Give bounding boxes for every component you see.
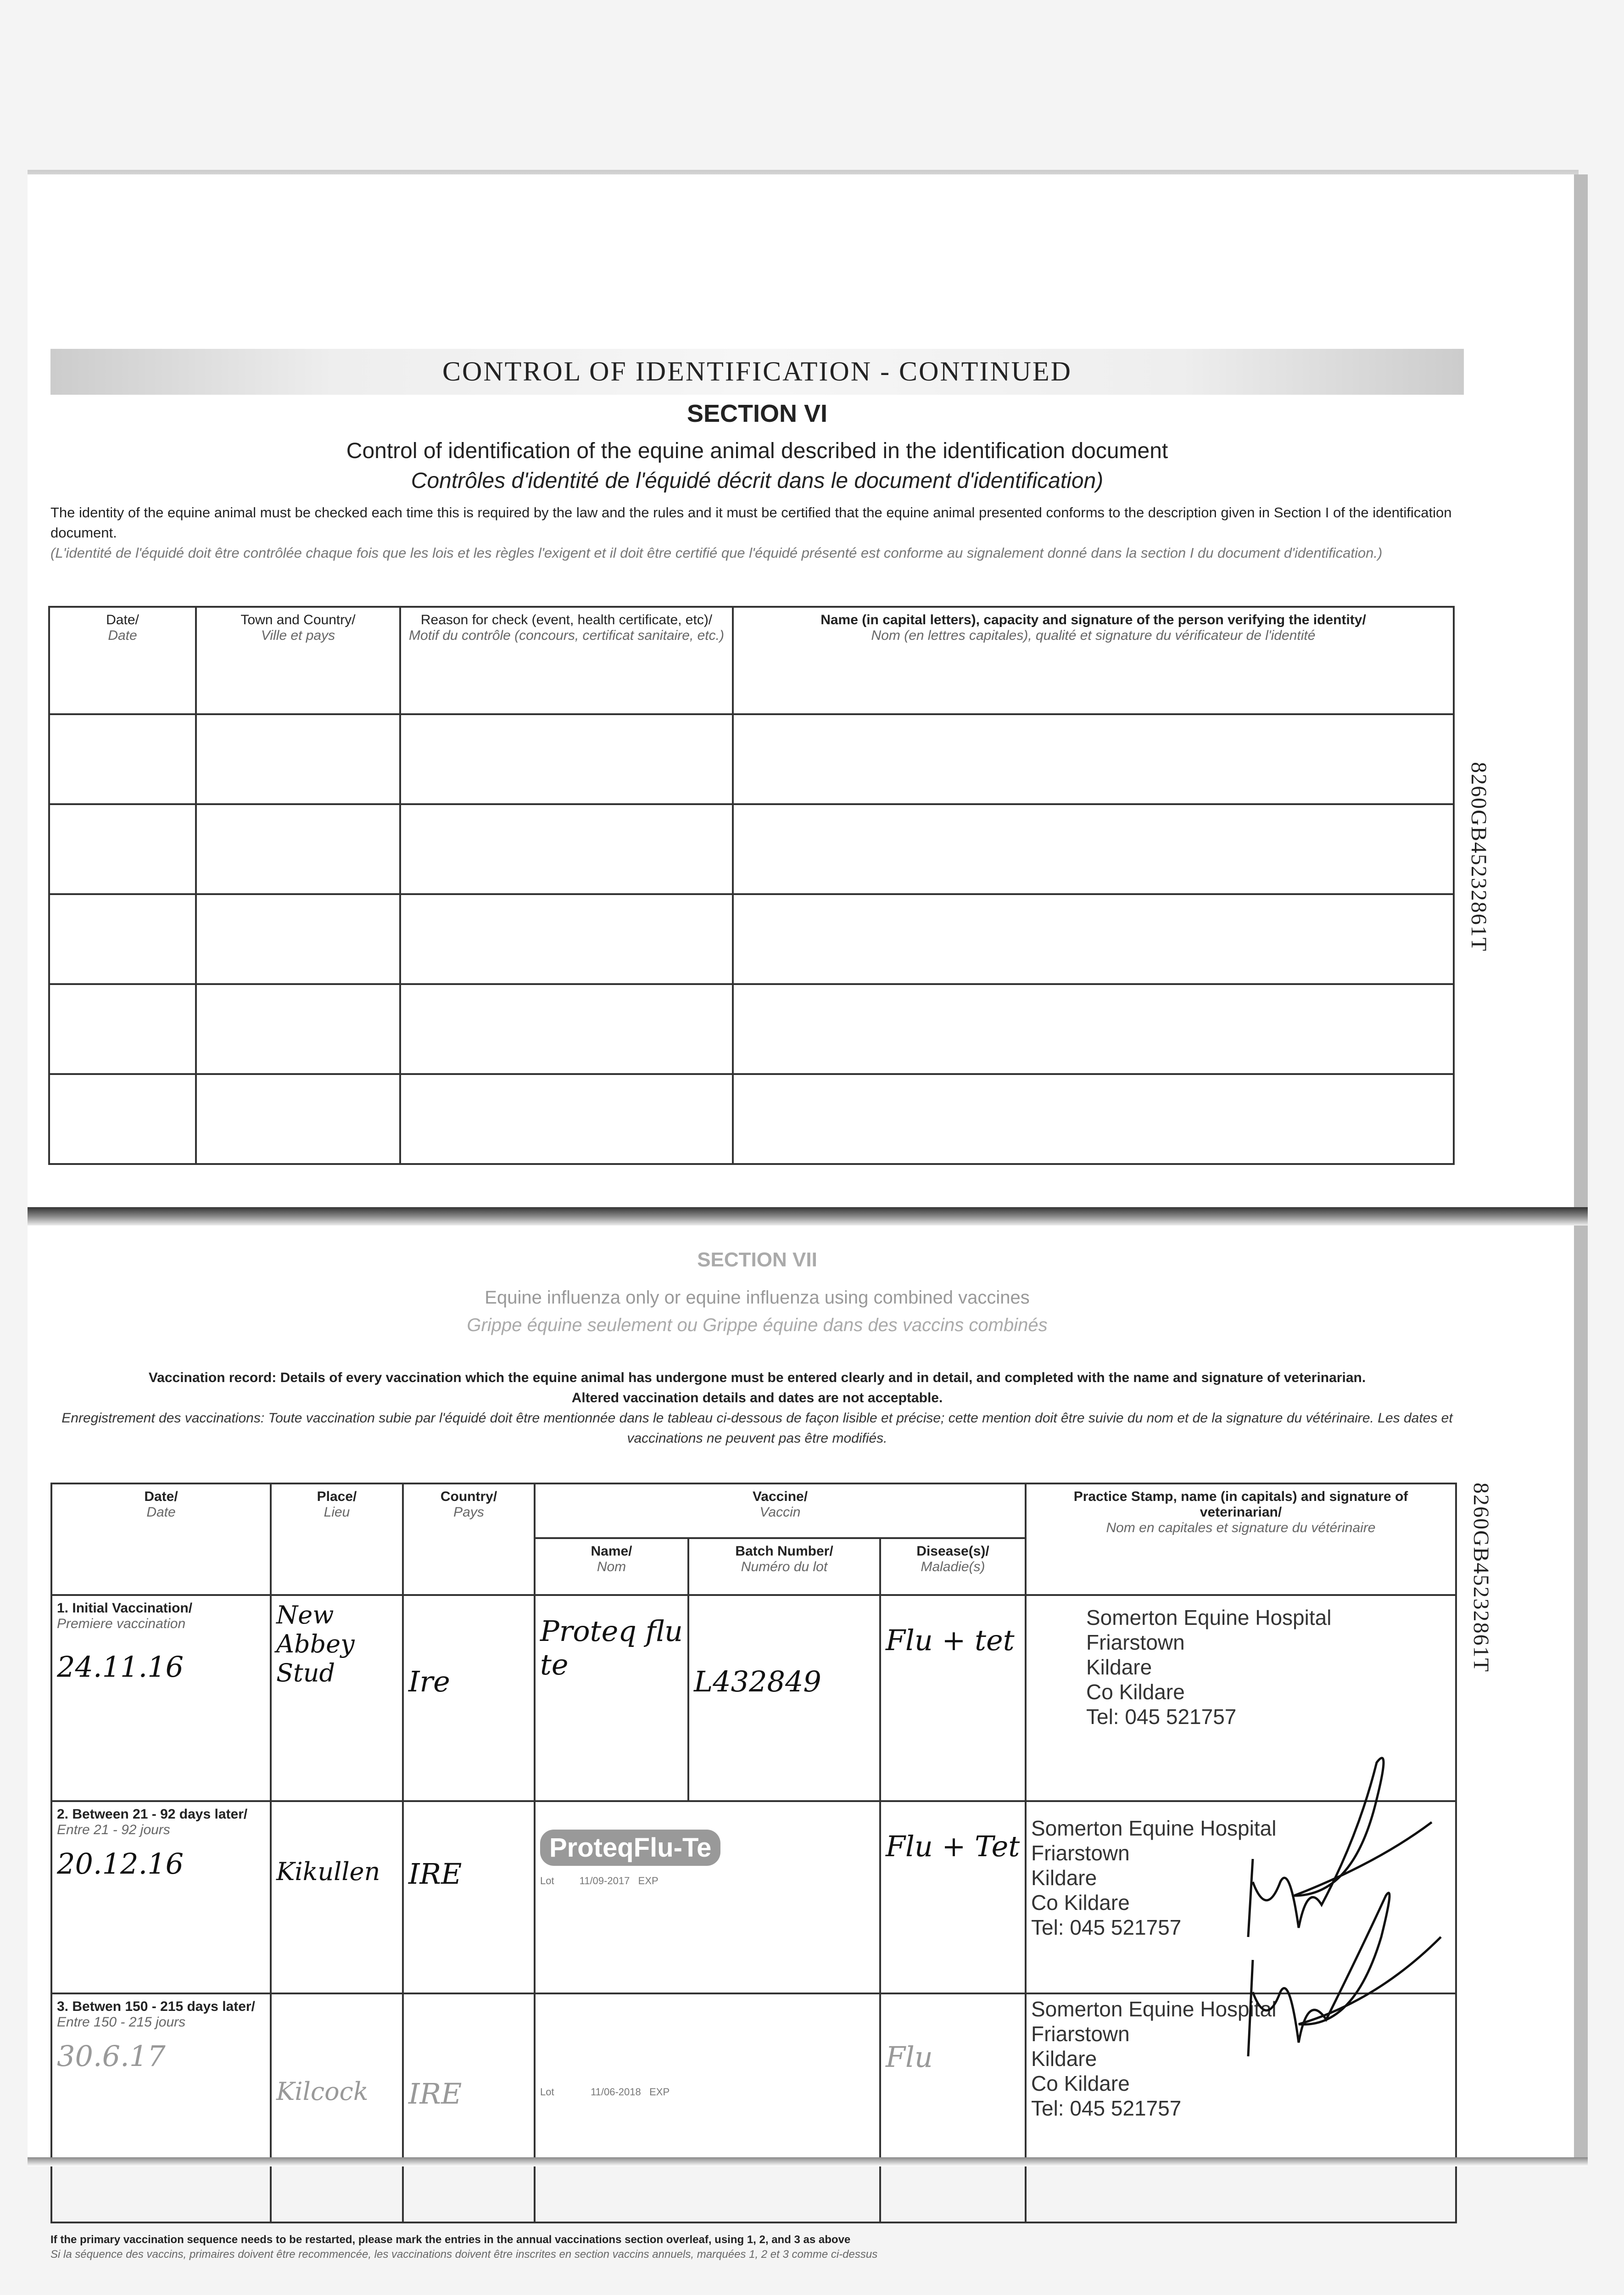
table-row	[49, 1074, 1454, 1164]
date-cell	[51, 1801, 271, 1993]
row-label-fr: Premiere vaccination	[57, 1616, 186, 1631]
veterinarian-signature	[1239, 1744, 1459, 2066]
col-vaccine	[535, 1483, 1026, 1538]
stamp-line: Co Kildare	[1086, 1680, 1185, 1704]
col-label: Vaccine/	[752, 1489, 808, 1504]
col-label-fr: Motif du contrôle (concours, certificat sanitaire, etc.)	[409, 628, 724, 643]
passport-serial-number-2: 8260GB45232861T	[1469, 1483, 1493, 1673]
row-label-fr: Entre 21 - 92 jours	[57, 1822, 170, 1837]
vaccine-sticker	[535, 1801, 880, 1993]
col-label-fr: Vaccin	[759, 1505, 801, 1520]
table-header-row	[51, 1483, 1456, 1538]
col-label: Disease(s)/	[916, 1544, 989, 1559]
col-place	[271, 1483, 403, 1595]
expiry-date: 11/06-2018	[591, 2086, 641, 2098]
section-vii-subtitle: Equine influenza only or equine influenza using combined vaccines	[485, 1287, 1030, 1308]
table-row	[49, 714, 1454, 804]
date-cell	[51, 1993, 271, 2222]
stamp-line: Co Kildare	[1031, 2071, 1130, 2095]
col-label-fr: Maladie(s)	[921, 1559, 985, 1574]
section-vii-subtitle-fr: Grippe équine seulement ou Grippe équine dans des vaccins combinés	[467, 1315, 1048, 1335]
footnote	[50, 2233, 1427, 2262]
stamp-line: Kildare	[1031, 2047, 1097, 2071]
stamp-line: Tel: 045 521757	[1031, 2096, 1182, 2120]
col-stamp	[1026, 1483, 1456, 1595]
col-batch	[688, 1538, 880, 1595]
col-label: Name (in capital letters), capacity and signature of the person verifying the identity/	[820, 612, 1366, 627]
col-reason	[400, 607, 733, 714]
section-vii-title: SECTION VII	[697, 1248, 817, 1271]
col-label-fr: Date	[146, 1505, 176, 1520]
row-label: 2. Between 21 - 92 days later/	[57, 1807, 248, 1822]
col-label: Date/	[106, 612, 139, 627]
col-label: Date/	[144, 1489, 178, 1504]
col-label-fr: Numéro du lot	[741, 1559, 828, 1574]
section-vi-subtitle: Control of identification of the equine animal described in the identification document	[346, 439, 1168, 463]
col-label-fr: Nom (en lettres capitales), qualité et signature du vérificateur de l'identité	[871, 628, 1316, 643]
identity-check-table	[48, 606, 1455, 1165]
record-note-fr: Enregistrement des vaccinations: Toute vaccination subie par l'équidé doit être mentionnée dans le tableau ci-dessous de façon lisible et précise; cette mention doit être suivie du nom et de la signature du vétérinaire. Les dates et vaccinations ne peuvent pas être modifiés.	[61, 1411, 1453, 1446]
expiry-date: 11/09-2017	[579, 1875, 630, 1886]
table-header-row	[49, 607, 1454, 714]
exp-label: EXP	[638, 1875, 659, 1886]
footnote-fr: Si la séquence des vaccins, primaires doivent être recommencée, les vaccinations doivent être inscrites en section vaccins annuels, marquées 1, 2 et 3 comme ci-dessus	[50, 2248, 878, 2261]
row-label: 1. Initial Vaccination/	[57, 1601, 193, 1616]
proteq-flu-te-sticker: ProteqFlu-Te	[540, 1830, 720, 1866]
stamp-line: Somerton Equine Hospital	[1031, 1997, 1277, 2021]
page-bottom-edge	[28, 2157, 1588, 2166]
disease-cell: Flu + Tet	[880, 1801, 1026, 1993]
batch-cell: L432849	[688, 1595, 880, 1801]
stamp-line: Somerton Equine Hospital	[1086, 1606, 1332, 1629]
stamp-line: Tel: 045 521757	[1086, 1705, 1237, 1729]
section-vi-title: SECTION VI	[686, 400, 828, 427]
table-row	[49, 894, 1454, 984]
stamp-line: Friarstown	[1031, 1841, 1130, 1865]
col-label-fr: Nom	[597, 1559, 626, 1574]
stamp-line: Co Kildare	[1031, 1891, 1130, 1914]
stamp-line: Somerton Equine Hospital	[1031, 1816, 1277, 1840]
stamp-line: Kildare	[1031, 1866, 1097, 1890]
section-vi-intro	[50, 503, 1455, 563]
record-note-en-2: Altered vaccination details and dates are not acceptable.	[571, 1390, 943, 1405]
lot-label: Lot	[540, 2086, 554, 2098]
stamp-line: Friarstown	[1031, 2022, 1130, 2046]
col-label: Practice Stamp, name (in capitals) and signature of veterinarian/	[1073, 1489, 1408, 1520]
exp-label: EXP	[649, 2086, 670, 2098]
col-label: Reason for check (event, health certificate, etc)/	[420, 612, 713, 627]
sticker-lot-line	[540, 1875, 875, 1887]
country-cell: IRE	[403, 1801, 535, 1993]
row-label: 3. Betwen 150 - 215 days later/	[57, 1999, 255, 2014]
record-note-en: Vaccination record: Details of every vaccination which the equine animal has undergone must be entered clearly and in detail, and completed with the name and signature of veterinarian.	[148, 1370, 1366, 1385]
place-cell: New Abbey Stud	[271, 1595, 403, 1801]
disease-cell: Flu + tet	[880, 1595, 1026, 1801]
col-label-fr: Pays	[453, 1505, 484, 1520]
place-cell: Kikullen	[271, 1801, 403, 1993]
vaccine-name-cell: Proteq flu te	[535, 1595, 688, 1801]
country-cell: IRE	[403, 1993, 535, 2222]
place-cell: Kilcock	[271, 1993, 403, 2222]
lot-label: Lot	[540, 1875, 554, 1886]
row-label-fr: Entre 150 - 215 jours	[57, 2015, 186, 2030]
col-label-fr: Date	[108, 628, 137, 643]
intro-en: The identity of the equine animal must be checked each time this is required by the law and the rules and it must be certified that the equine animal presented conforms to the description given in Section I of the identification document.	[50, 504, 1452, 541]
col-label-fr: Ville et pays	[261, 628, 335, 643]
col-label: Town and Country/	[240, 612, 356, 627]
stamp-line: Friarstown	[1086, 1630, 1185, 1654]
col-label-fr: Lieu	[324, 1505, 350, 1520]
table-row	[49, 984, 1454, 1074]
vaccination-date: 20.12.16	[57, 1847, 184, 1881]
page-fold-shadow	[28, 1207, 1588, 1226]
col-label: Place/	[317, 1489, 357, 1504]
passport-serial-number: 8260GB45232861T	[1467, 762, 1491, 952]
col-date	[49, 607, 196, 714]
col-town	[196, 607, 400, 714]
vaccination-record-note	[50, 1368, 1464, 1449]
col-label: Name/	[591, 1544, 632, 1559]
vaccine-sticker-faded	[535, 1993, 880, 2222]
footnote-en: If the primary vaccination sequence needs to be restarted, please mark the entries in the annual vaccinations section overleaf, using 1, 2, and 3 as above	[50, 2233, 851, 2246]
col-label-fr: Nom en capitales et signature du vétérinaire	[1106, 1520, 1376, 1535]
disease-cell: Flu	[880, 1993, 1026, 2222]
col-label: Batch Number/	[735, 1544, 833, 1559]
section-vi-subtitle-fr: Contrôles d'identité de l'équidé décrit dans le document d'identification)	[411, 469, 1104, 493]
table-row	[49, 804, 1454, 894]
col-vaccine-name	[535, 1538, 688, 1595]
vaccination-date: 30.6.17	[57, 2039, 166, 2073]
col-date	[51, 1483, 271, 1595]
col-verifier	[733, 607, 1454, 714]
country-cell: Ire	[403, 1595, 535, 1801]
page-header: CONTROL OF IDENTIFICATION - CONTINUED	[442, 356, 1072, 386]
vaccination-date: 24.11.16	[57, 1650, 184, 1684]
stamp-line: Kildare	[1086, 1655, 1152, 1679]
date-cell	[51, 1595, 271, 1801]
stamp-line: Tel: 045 521757	[1031, 1915, 1182, 1939]
col-disease	[880, 1538, 1026, 1595]
col-label: Country/	[440, 1489, 497, 1504]
col-country	[403, 1483, 535, 1595]
intro-fr: (L'identité de l'équidé doit être contrôlée chaque fois que les lois et les règles l'exigent et il doit être certifié que l'équidé présenté est conforme au signalement donné dans la section I du document d'identification.)	[50, 545, 1383, 561]
